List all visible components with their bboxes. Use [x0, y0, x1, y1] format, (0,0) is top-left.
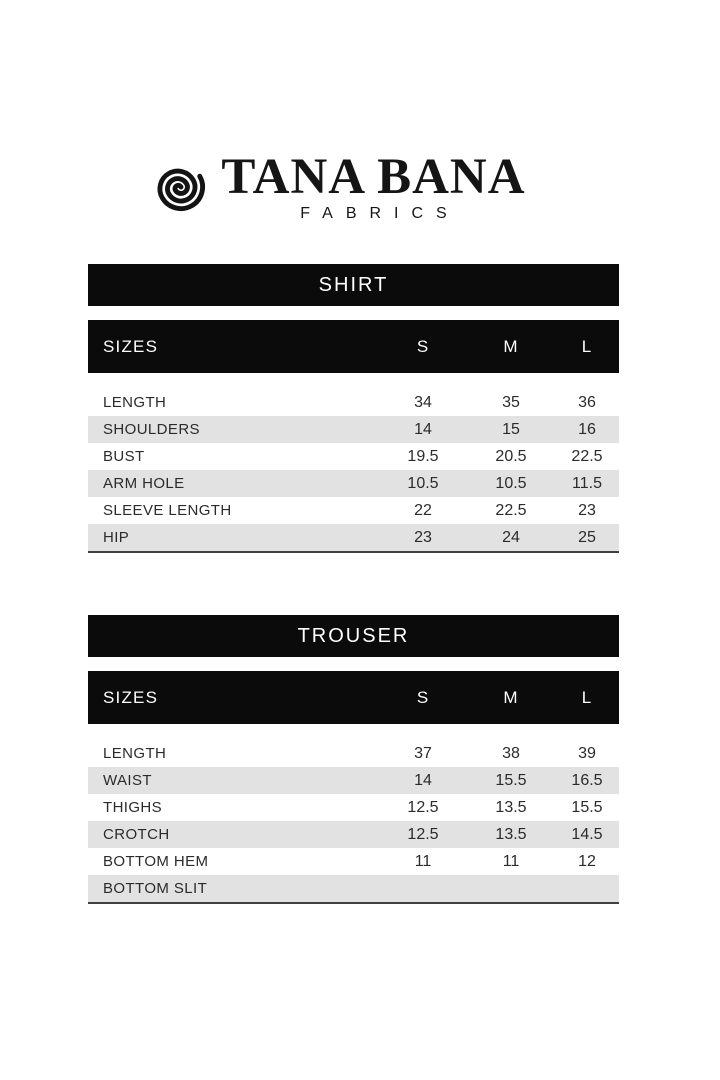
table-row: [88, 470, 619, 497]
row-label: CROTCH: [103, 826, 170, 843]
row-label: LENGTH: [103, 745, 167, 762]
column-header-m: M: [503, 336, 519, 356]
cell-s: 34: [414, 393, 432, 411]
cell-l: 16: [578, 420, 596, 438]
table-row: [88, 821, 619, 848]
cell-l: 25: [578, 528, 596, 546]
cell-l: 15.5: [571, 798, 603, 816]
cell-s: 12.5: [407, 798, 439, 816]
cell-s: 12.5: [407, 825, 439, 843]
cell-m: 20.5: [495, 447, 527, 465]
trouser-table: [88, 740, 619, 904]
cell-m: 24: [502, 528, 520, 546]
cell-s: 22: [414, 501, 432, 519]
cell-s: 19.5: [407, 447, 439, 465]
spiral-logo-icon: [154, 160, 208, 214]
shirt-title: SHIRT: [318, 273, 389, 296]
cell-m: 22.5: [495, 501, 527, 519]
column-header-l: L: [581, 336, 593, 356]
table-row: [88, 443, 619, 470]
shirt-sizes-header: [88, 320, 619, 373]
row-label: BUST: [103, 448, 145, 465]
table-row: [88, 875, 619, 902]
cell-s: 14: [414, 771, 432, 789]
shirt-section: [88, 264, 619, 553]
shirt-table: [88, 389, 619, 553]
trouser-sizes-header: [88, 671, 619, 724]
trouser-section: [88, 615, 619, 904]
column-header-l: L: [581, 687, 593, 707]
sizes-label: SIZES: [103, 687, 159, 707]
cell-l: 22.5: [571, 447, 603, 465]
row-label: ARM HOLE: [103, 475, 185, 492]
cell-l: 14.5: [571, 825, 603, 843]
cell-l: 23: [578, 501, 596, 519]
row-label: BOTTOM SLIT: [103, 880, 208, 897]
table-row: [88, 794, 619, 821]
table-row: [88, 524, 619, 551]
brand-name: TANA BANA: [221, 149, 526, 205]
table-row: [88, 416, 619, 443]
table-row: [88, 767, 619, 794]
row-label: LENGTH: [103, 394, 167, 411]
table-row: [88, 497, 619, 524]
brand-subtitle: FABRICS: [300, 204, 460, 222]
cell-s: 11: [414, 852, 432, 870]
sizes-label: SIZES: [103, 336, 159, 356]
cell-s: 10.5: [407, 474, 439, 492]
row-label: WAIST: [103, 772, 152, 789]
cell-m: 11: [502, 852, 520, 870]
brand-text: [221, 149, 526, 223]
cell-s: 37: [414, 744, 432, 762]
shirt-title-bar: [88, 264, 619, 306]
table-row: [88, 740, 619, 767]
cell-m: 13.5: [495, 825, 527, 843]
brand-logo: [0, 149, 720, 223]
cell-m: 15.5: [495, 771, 527, 789]
row-label: BOTTOM HEM: [103, 853, 209, 870]
cell-l: 11.5: [572, 474, 602, 492]
column-header-s: S: [416, 336, 430, 356]
column-header-m: M: [503, 687, 519, 707]
cell-l: 36: [578, 393, 596, 411]
cell-l: 39: [578, 744, 596, 762]
size-tables: [88, 264, 619, 904]
cell-m: 35: [502, 393, 520, 411]
trouser-title: TROUSER: [297, 624, 410, 647]
cell-l: 12: [578, 852, 596, 870]
table-row: [88, 848, 619, 875]
cell-l: 16.5: [571, 771, 603, 789]
row-label: HIP: [103, 529, 130, 546]
trouser-title-bar: [88, 615, 619, 657]
cell-s: 14: [414, 420, 432, 438]
column-header-s: S: [416, 687, 430, 707]
cell-m: 13.5: [495, 798, 527, 816]
brand-logo-inner: [154, 149, 526, 223]
row-label: SLEEVE LENGTH: [103, 502, 232, 519]
cell-m: 38: [502, 744, 520, 762]
row-label: SHOULDERS: [103, 421, 200, 438]
table-row: [88, 389, 619, 416]
cell-s: 23: [414, 528, 432, 546]
cell-m: 15: [502, 420, 520, 438]
row-label: THIGHS: [103, 799, 163, 816]
cell-m: 10.5: [495, 474, 527, 492]
